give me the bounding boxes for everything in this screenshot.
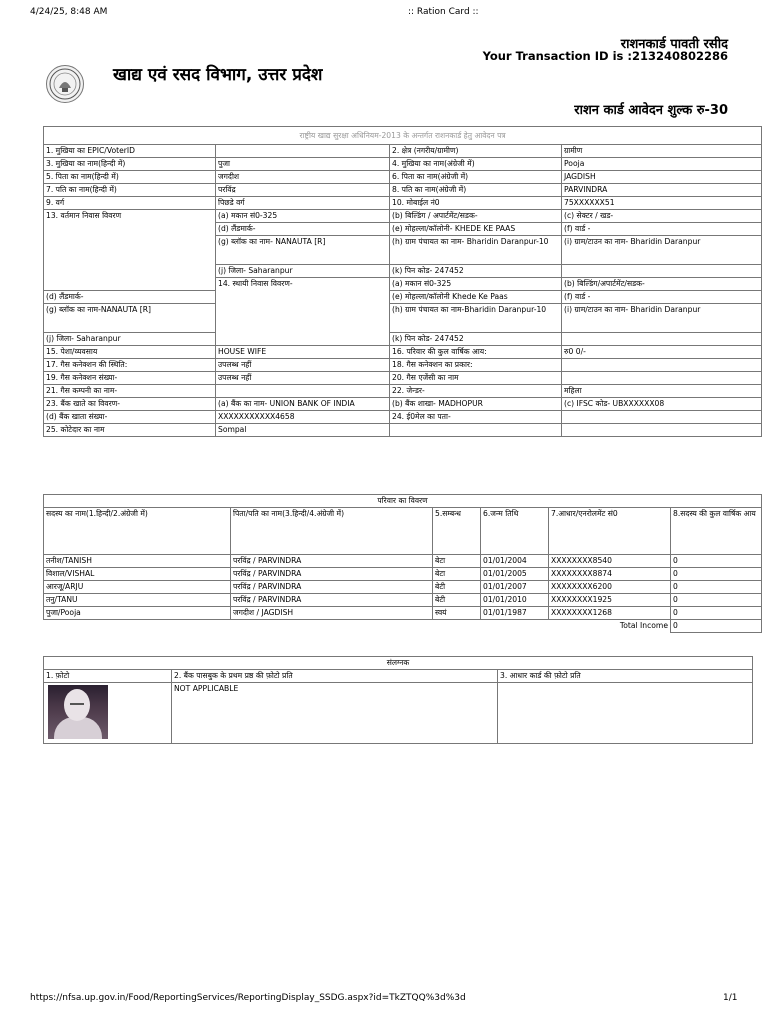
field-label: 25. कोटेदार का नाम: [44, 424, 216, 437]
field-value: (a) मकान सं0-325: [216, 210, 390, 223]
field-value: (d) लैंडमार्क-: [44, 291, 216, 304]
total-income-label: Total Income: [44, 620, 671, 633]
emblem-icon: [47, 66, 83, 102]
field-label: 15. पेशा/व्यवसाय: [44, 346, 216, 359]
field-label: 9. वर्ग: [44, 197, 216, 210]
total-row: [44, 620, 762, 633]
table-row: [44, 210, 762, 223]
field-value: पुजा: [216, 158, 390, 171]
attachments-title-row: [44, 657, 753, 670]
field-label: 8. पति का नाम(अंग्रेजी में): [390, 184, 562, 197]
table-row: [44, 291, 762, 304]
photo-figure-eyes: [70, 703, 84, 709]
table-row: [44, 424, 762, 437]
field-value: (b) बिल्डिंग / अपार्टमेंट/सडक-: [390, 210, 562, 223]
application-form-table: [43, 126, 762, 437]
guardian-name: परविंद्र / PARVINDRA: [231, 568, 433, 581]
table-row: [44, 555, 762, 568]
family-details-table: [43, 494, 762, 633]
column-header: 1. फ़ोटो: [44, 670, 172, 683]
field-value: [562, 265, 762, 278]
income: 0: [671, 555, 762, 568]
field-value: उपलब्ध नहीं: [216, 372, 390, 385]
field-label: 22. जेन्डर-: [390, 385, 562, 398]
field-label: 23. बैंक खाते का विवरण-: [44, 398, 216, 411]
relation: स्वयं: [433, 607, 481, 620]
dob: 01/01/2007: [481, 581, 549, 594]
table-row: [44, 359, 762, 372]
field-value: उपलब्ध नहीं: [216, 359, 390, 372]
field-label: 18. गैस कनेक्शन का प्रकार:: [390, 359, 562, 372]
field-value: JAGDISH: [562, 171, 762, 184]
relation: बेटा: [433, 568, 481, 581]
field-value: (j) जिला- Saharanpur: [216, 265, 390, 278]
field-value: (i) ग्राम/टाउन का नाम- Bharidin Daranpur: [562, 304, 762, 333]
field-label: 3. मुखिया का नाम(हिन्दी में): [44, 158, 216, 171]
member-name: तनीश/TANISH: [44, 555, 231, 568]
column-header: 5.सम्बन्ध: [433, 508, 481, 555]
income: 0: [671, 568, 762, 581]
aadhaar: XXXXXXXX1925: [549, 594, 671, 607]
field-value: (f) वार्ड -: [562, 223, 762, 236]
print-header: [0, 0, 768, 20]
guardian-name: परविंद्र / PARVINDRA: [231, 555, 433, 568]
table-row: [44, 158, 762, 171]
aadhaar: XXXXXXXX6200: [549, 581, 671, 594]
attachments-header-row: [44, 670, 753, 683]
field-label: [390, 424, 562, 437]
family-title-row: [44, 495, 762, 508]
field-value: (b) बैंक शाखा- MADHOPUR: [390, 398, 562, 411]
field-label: (d) बैंक खाता संख्या-: [44, 411, 216, 424]
field-value: (c) IFSC कोड- UBXXXXXX08: [562, 398, 762, 411]
income: 0: [671, 607, 762, 620]
table-row: [44, 372, 762, 385]
field-value: 75XXXXXX51: [562, 197, 762, 210]
field-value: महिला: [562, 385, 762, 398]
field-value: (g) ब्लॉक का नाम- NANAUTA [R]: [216, 236, 390, 265]
application-fee: राशन कार्ड आवेदन शुल्क रु-30: [574, 103, 728, 118]
print-datetime: 4/24/25, 8:48 AM: [30, 7, 108, 17]
dob: 01/01/2010: [481, 594, 549, 607]
aadhaar-copy-value: [498, 683, 753, 744]
print-page-title: :: Ration Card ::: [408, 7, 479, 17]
field-label: 16. परिवार की कुल वार्षिक आय:: [390, 346, 562, 359]
total-income-value: 0: [671, 620, 762, 633]
family-title: परिवार का विवरण: [44, 495, 762, 508]
field-value: (c) सेक्टर / खड-: [562, 210, 762, 223]
field-label: 2. क्षेत्र (नगरीय/ग्रामीण): [390, 145, 562, 158]
photo-cell: [44, 683, 172, 744]
table-row: [44, 304, 762, 333]
field-value: रु0 0/-: [562, 346, 762, 359]
member-name: तनु/TANU: [44, 594, 231, 607]
department-title: खाद्य एवं रसद विभाग, उत्तर प्रदेश: [113, 65, 323, 85]
column-header: सदस्य का नाम(1.हिन्दी/2.अंग्रेजी में): [44, 508, 231, 555]
print-url: https://nfsa.up.gov.in/Food/ReportingServices/ReportingDisplay_SSDG.aspx?id=TkZTQQ%3d%3d: [30, 993, 466, 1003]
guardian-name: परविंद्र / PARVINDRA: [231, 594, 433, 607]
guardian-name: जगदीश / JAGDISH: [231, 607, 433, 620]
field-value: [562, 372, 762, 385]
field-label: 1. मुखिया का EPIC/VoterID: [44, 145, 216, 158]
attachments-table: [43, 656, 753, 744]
field-value: ग्रामीण: [562, 145, 762, 158]
field-value: (k) पिन कोड- 247452: [390, 333, 562, 346]
field-value: [216, 385, 390, 398]
field-value: (b) बिल्डिंग/अपार्टमेंट/सडक-: [562, 278, 762, 291]
aadhaar: XXXXXXXX8874: [549, 568, 671, 581]
field-value: [562, 359, 762, 372]
field-value: परविंद्र: [216, 184, 390, 197]
field-label: 24. ई0मेल का पता-: [390, 411, 562, 424]
attachments-content-row: [44, 683, 753, 744]
attachments-title: संलग्नक: [44, 657, 753, 670]
aadhaar: XXXXXXXX1268: [549, 607, 671, 620]
family-header-row: [44, 508, 762, 555]
table-row: [44, 333, 762, 346]
field-value: (f) वार्ड -: [562, 291, 762, 304]
dob: 01/01/2005: [481, 568, 549, 581]
table-row: [44, 184, 762, 197]
field-value: (d) लैंडमार्क-: [216, 223, 390, 236]
table-row: [44, 197, 762, 210]
column-header: 2. बैंक पासबुक के प्रथम प्रष्ठ की फ़ोटो प्रति: [172, 670, 498, 683]
member-name: आरजू/ARJU: [44, 581, 231, 594]
field-value: (k) पिन कोड- 247452: [390, 265, 562, 278]
member-name: विशाल/VISHAL: [44, 568, 231, 581]
field-label: 19. गैस कनेक्शन संख्या-: [44, 372, 216, 385]
field-label: 20. गैस एजेंसी का नाम: [390, 372, 562, 385]
field-value: (j) जिला- Saharanpur: [44, 333, 216, 346]
table-row: [44, 385, 762, 398]
field-value: (e) मोहल्ला/कॉलोनी- KHEDE KE PAAS: [390, 223, 562, 236]
income: 0: [671, 581, 762, 594]
table-row: [44, 594, 762, 607]
column-header: 3. आधार कार्ड की फ़ोटो प्रति: [498, 670, 753, 683]
income: 0: [671, 594, 762, 607]
applicant-photo: [48, 685, 108, 739]
field-value: पिछडे वर्ग: [216, 197, 390, 210]
table-row: [44, 346, 762, 359]
table-row: [44, 581, 762, 594]
field-value: (h) ग्राम पंचायत का नाम-Bharidin Daranpur-10: [390, 304, 562, 333]
print-page-number: 1/1: [723, 993, 738, 1003]
form-subtitle: राष्ट्रीय खाद्य सुरक्षा अधिनियम-2013 के अन्तर्गत राशनकार्ड हेतु आवेदन पत्र: [44, 127, 762, 145]
field-value: [562, 411, 762, 424]
current-address-label: 13. वर्तमान निवास विवरण: [44, 210, 216, 291]
field-value: (e) मोहल्ला/कॉलोनी Khede Ke Paas: [390, 291, 562, 304]
table-row: [44, 411, 762, 424]
field-value: (a) बैंक का नाम- UNION BANK OF INDIA: [216, 398, 390, 411]
column-header: 7.आधार/एनरोलमेंट सं0: [549, 508, 671, 555]
guardian-name: परविंद्र / PARVINDRA: [231, 581, 433, 594]
dob: 01/01/2004: [481, 555, 549, 568]
form-subtitle-row: [44, 127, 762, 145]
member-name: पुजा/Pooja: [44, 607, 231, 620]
field-value: [216, 145, 390, 158]
aadhaar: XXXXXXXX8540: [549, 555, 671, 568]
field-label: 5. पिता का नाम(हिन्दी में): [44, 171, 216, 184]
field-value: Sompal: [216, 424, 390, 437]
table-row: [44, 145, 762, 158]
field-label: 4. मुखिया का नाम(अंग्रेजी में): [390, 158, 562, 171]
column-header: पिता/पति का नाम(3.हिन्दी/4.अंग्रेजी में): [231, 508, 433, 555]
field-label: 21. गैस कम्पनी का नाम-: [44, 385, 216, 398]
table-row: [44, 568, 762, 581]
field-value: [562, 333, 762, 346]
field-value: (a) मकान सं0-325: [390, 278, 562, 291]
field-value: जगदीश: [216, 171, 390, 184]
table-row: [44, 398, 762, 411]
transaction-id: Your Transaction ID is :213240802286: [482, 49, 728, 63]
dob: 01/01/1987: [481, 607, 549, 620]
field-value: XXXXXXXXXXX4658: [216, 411, 390, 424]
field-value: (g) ब्लॉक का नाम-NANAUTA [R]: [44, 304, 216, 333]
table-row: [44, 607, 762, 620]
receipt-title: राशनकार्ड पावती रसीद: [620, 37, 728, 52]
column-header: 6.जन्म तिथि: [481, 508, 549, 555]
relation: बेटी: [433, 594, 481, 607]
relation: बेटा: [433, 555, 481, 568]
field-value: HOUSE WIFE: [216, 346, 390, 359]
passbook-value: NOT APPLICABLE: [172, 683, 498, 744]
field-value: (h) ग्राम पंचायत का नाम- Bharidin Daranpur-10: [390, 236, 562, 265]
field-value: [562, 424, 762, 437]
permanent-address-label: 14. स्थायी निवास विवरण-: [216, 278, 390, 346]
field-label: 6. पिता का नाम(अंग्रेजी में): [390, 171, 562, 184]
table-row: [44, 171, 762, 184]
field-label: 7. पति का नाम(हिन्दी में): [44, 184, 216, 197]
up-emblem-logo: [46, 65, 84, 103]
field-label: 10. मोबाईल नं0: [390, 197, 562, 210]
field-value: (i) ग्राम/टाउन का नाम- Bharidin Daranpur: [562, 236, 762, 265]
field-label: 17. गैस कनेक्शन की स्थिति:: [44, 359, 216, 372]
relation: बेटी: [433, 581, 481, 594]
column-header: 8.सदस्य की कुल वार्षिक आय: [671, 508, 762, 555]
field-value: Pooja: [562, 158, 762, 171]
field-value: PARVINDRA: [562, 184, 762, 197]
